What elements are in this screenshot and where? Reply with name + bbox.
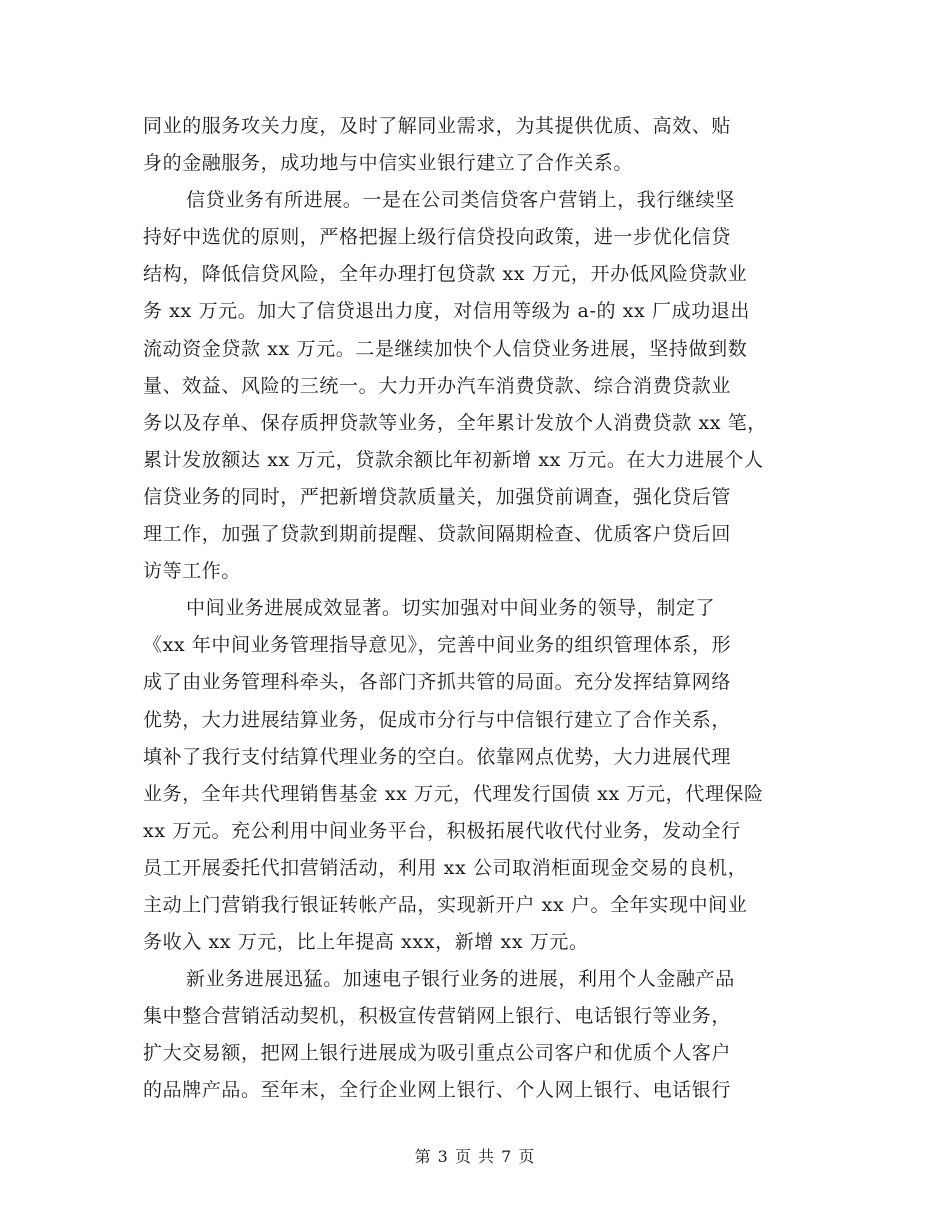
- text-line: 优势，大力进展结算业务，促成市分行与中信银行建立了合作关系，: [143, 708, 732, 731]
- text-line: 《xx 年中间业务管理指导意见》，完善中间业务的组织管理体系，形: [143, 634, 732, 657]
- text-line: 量、效益、风险的三统一。大力开办汽车消费贷款、综合消费贷款业: [143, 374, 732, 397]
- text-line: 业务，全年共代理销售基金 xx 万元，代理发行国债 xx 万元，代理保险: [143, 782, 764, 805]
- text-line: 访等工作。: [143, 560, 242, 583]
- text-line: 填补了我行支付结算代理业务的空白。依靠网点优势，大力进展代理: [143, 745, 732, 768]
- text-line: 务收入 xx 万元，比上年提高 xxx，新增 xx 万元。: [143, 931, 589, 954]
- paragraph-start-line: 新业务进展迅猛。加速电子银行业务的进展，利用个人金融产品: [186, 968, 735, 991]
- text-line: 理工作，加强了贷款到期前提醒、贷款间隔期检查、优质客户贷后回: [143, 523, 732, 546]
- text-line: 结构，降低信贷风险，全年办理打包贷款 xx 万元，开办低风险贷款业: [143, 263, 748, 286]
- text-line: 流动资金贷款 xx 万元。二是继续加快个人信贷业务进展，坚持做到数: [143, 337, 748, 360]
- text-line: 同业的服务攻关力度，及时了解同业需求，为其提供优质、高效、贴: [143, 115, 732, 137]
- text-line: 扩大交易额，把网上银行进展成为吸引重点公司客户和优质个人客户: [143, 1042, 732, 1065]
- text-line: 身的金融服务，成功地与中信实业银行建立了合作关系。: [143, 152, 634, 175]
- text-line: 务 xx 万元。加大了信贷退出力度，对信用等级为 a-的 xx 厂成功退出: [143, 300, 751, 323]
- body-text: [143, 108, 833, 1110]
- text-line: 信贷业务的同时，严把新增贷款质量关，加强贷前调查，强化贷后管: [143, 485, 732, 508]
- text-line: 持好中选优的原则，严格把握上级行信贷投向政策，进一步优化信贷: [143, 226, 732, 249]
- text-line: 集中整合营销活动契机，积极宣传营销网上银行、电话银行等业务，: [143, 1005, 732, 1028]
- text-line: 的品牌产品。至年末，全行企业网上银行、个人网上银行、电话银行: [143, 1079, 732, 1102]
- text-line: 主动上门营销我行银证转帐产品，实现新开户 xx 户。全年实现中间业: [143, 893, 748, 916]
- page-number-footer: 第 3 页 共 7 页: [414, 1147, 536, 1166]
- text-line: 务以及存单、保存质押贷款等业务，全年累计发放个人消费贷款 xx 笔，: [143, 411, 767, 434]
- paragraph-start-line: 信贷业务有所进展。一是在公司类信贷客户营销上，我行继续坚: [186, 189, 735, 212]
- text-line: 员工开展委托代扣营销活动，利用 xx 公司取消柜面现金交易的良机，: [143, 856, 748, 879]
- text-line: xx 万元。充公利用中间业务平台，积极拓展代收代付业务，发动全行: [143, 819, 741, 842]
- text-line: 累计发放额达 xx 万元，贷款余额比年初新增 xx 万元。在大力进展个人: [143, 448, 764, 471]
- paragraph-start-line: 中间业务进展成效显著。切实加强对中间业务的领导，制定了: [186, 597, 716, 620]
- text-line: 成了由业务管理科牵头，各部门齐抓共管的局面。充分发挥结算网络: [143, 671, 732, 694]
